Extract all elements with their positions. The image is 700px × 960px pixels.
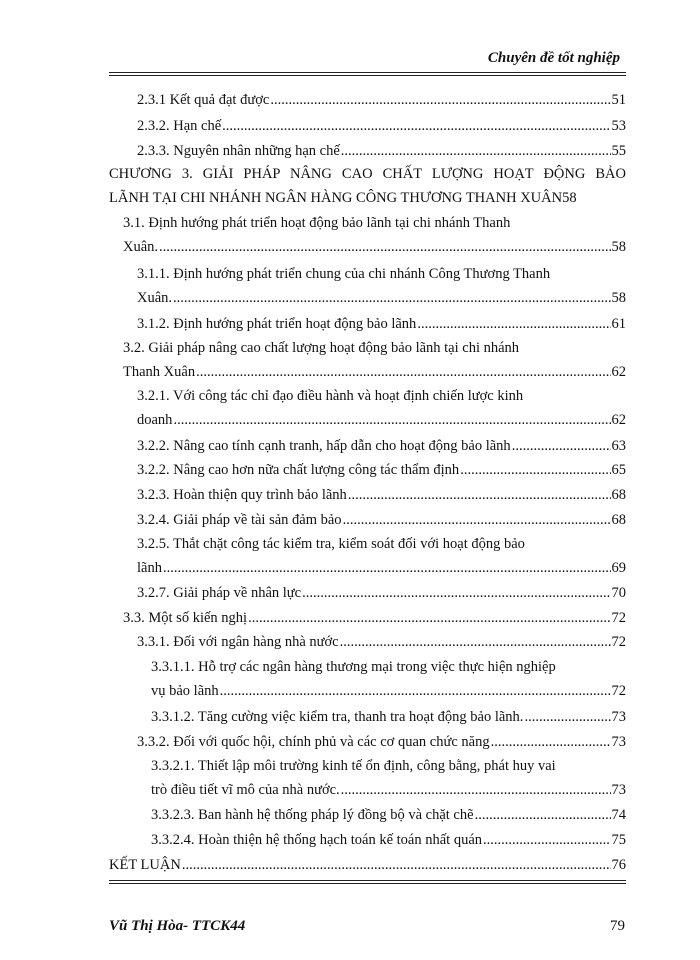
toc-entry-line1: 3.2.5. Thắt chặt công tác kiểm tra, kiểm soát đối với hoạt động bảo	[137, 536, 525, 552]
document-header-title: Chuyên đề tốt nghiệp	[487, 50, 620, 66]
toc-entry-3-2-2-a[interactable]: 3.2.2. Nâng cao tính cạnh tranh, hấp dẫn cho hoạt động bảo lãnh ..... 63	[137, 437, 626, 456]
toc-entry-line1: 3.3.2.1. Thiết lập môi trường kinh tế ổn định, công bằng, phát huy vai	[151, 758, 556, 774]
toc-chapter-line1: CHƯƠNG 3. GIẢI PHÁP NÂNG CAO CHẤT LƯỢNG HOẠT ĐỘNG BẢO	[109, 166, 626, 182]
footer-page-number: 79	[610, 918, 625, 934]
toc-entry-3-2-4[interactable]: 3.2.4. Giải pháp về tài sản đảm bảo ..... 68	[137, 511, 626, 530]
toc-entry-3-2-1[interactable]: 3.2.1. Với công tác chỉ đạo điều hành và hoạt định chiến lược kinh doanh ..... 62	[137, 387, 626, 430]
toc-entry-line1: 3.1.1. Định hướng phát triển chung của chi nhánh Công Thương Thanh	[137, 266, 551, 282]
toc-entry-ket-luan[interactable]: KẾT LUẬN ..... 76	[109, 856, 626, 875]
toc-entry-3-3-1[interactable]: 3.3.1. Đối với ngân hàng nhà nước ..... 72	[137, 633, 626, 652]
footer-rule	[109, 880, 626, 881]
toc-entry-3-2-2-b[interactable]: 3.2.2. Nâng cao hơn nữa chất lượng công tác thẩm định ..... 65	[137, 461, 626, 480]
toc-entry-line1: 3.1. Định hướng phát triển hoạt động bảo lãnh tại chi nhánh Thanh	[123, 215, 511, 231]
header-rule-secondary	[109, 75, 626, 76]
header-rule	[109, 72, 626, 73]
toc-entry-3-2-5[interactable]: 3.2.5. Thắt chặt công tác kiểm tra, kiểm soát đối với hoạt động bảo lãnh ..... 69	[137, 535, 626, 578]
toc-entry-2-3-3[interactable]: 2.3.3. Nguyên nhân những hạn chế ..... 55	[137, 142, 626, 161]
toc-entry-3-1[interactable]: 3.1. Định hướng phát triển hoạt động bảo lãnh tại chi nhánh Thanh Xuân. ..... 58	[123, 214, 626, 257]
toc-entry-3-2-3[interactable]: 3.2.3. Hoàn thiện quy trình bảo lãnh ..... 68	[137, 486, 626, 505]
toc-entry-2-3-2[interactable]: 2.3.2. Hạn chế ..... 53	[137, 117, 626, 136]
toc-entry-line1: 3.2. Giải pháp nâng cao chất lượng hoạt động bảo lãnh tại chi nhánh	[123, 340, 520, 356]
toc-entry-2-3-1[interactable]: 2.3.1 Kết quả đạt được ..... 51	[137, 91, 626, 110]
toc-entry-3-2-7[interactable]: 3.2.7. Giải pháp về nhân lực ..... 70	[137, 584, 626, 603]
footer-author: Vũ Thị Hòa- TTCK44	[109, 918, 246, 934]
toc-entry-chapter-3[interactable]: CHƯƠNG 3. GIẢI PHÁP NÂNG CAO CHẤT LƯỢNG HOẠT ĐỘNG BẢO LÃNH TẠI CHI NHÁNH NGÂN HÀNG CÔNG THƯƠNG THANH XUÂN 58	[109, 166, 626, 206]
toc-entry-3-3-1-1[interactable]: 3.3.1.1. Hỗ trợ các ngân hàng thương mại trong việc thực hiện nghiệp vụ bảo lãnh ..... 72	[151, 658, 626, 701]
toc-entry-3-2[interactable]: 3.2. Giải pháp nâng cao chất lượng hoạt động bảo lãnh tại chi nhánh Thanh Xuân ..... 62	[123, 339, 626, 382]
toc-entry-3-1-1[interactable]: 3.1.1. Định hướng phát triển chung của chi nhánh Công Thương Thanh Xuân. ..... 58	[137, 265, 626, 308]
toc-entry-line1: 3.3.1.1. Hỗ trợ các ngân hàng thương mại trong việc thực hiện nghiệp	[151, 659, 556, 675]
toc-entry-3-3-2-4[interactable]: 3.3.2.4. Hoàn thiện hệ thống hạch toán kế toán nhất quán ..... 75	[151, 831, 626, 850]
toc-entry-line1: 3.2.1. Với công tác chỉ đạo điều hành và hoạt định chiến lược kinh	[137, 388, 524, 404]
toc-entry-3-3-2-1[interactable]: 3.3.2.1. Thiết lập môi trường kinh tế ổn định, công bằng, phát huy vai trò điều tiết vĩ mô của nhà nước. ..... 73	[151, 757, 626, 800]
toc-entry-3-3-2-3[interactable]: 3.3.2.3. Ban hành hệ thống pháp lý đồng bộ và chặt chẽ ..... 74	[151, 806, 626, 825]
footer-rule-secondary	[109, 883, 626, 884]
toc-entry-3-3-1-2[interactable]: 3.3.1.2. Tăng cường việc kiểm tra, thanh tra hoạt động bảo lãnh. ..... 73	[151, 708, 626, 727]
toc-entry-3-1-2[interactable]: 3.1.2. Định hướng phát triển hoạt động bảo lãnh ..... 61	[137, 315, 626, 334]
toc-entry-3-3[interactable]: 3.3. Một số kiến nghị ..... 72	[123, 609, 626, 628]
toc-entry-3-3-2[interactable]: 3.3.2. Đối với quốc hội, chính phủ và các cơ quan chức năng ..... 73	[137, 733, 626, 752]
